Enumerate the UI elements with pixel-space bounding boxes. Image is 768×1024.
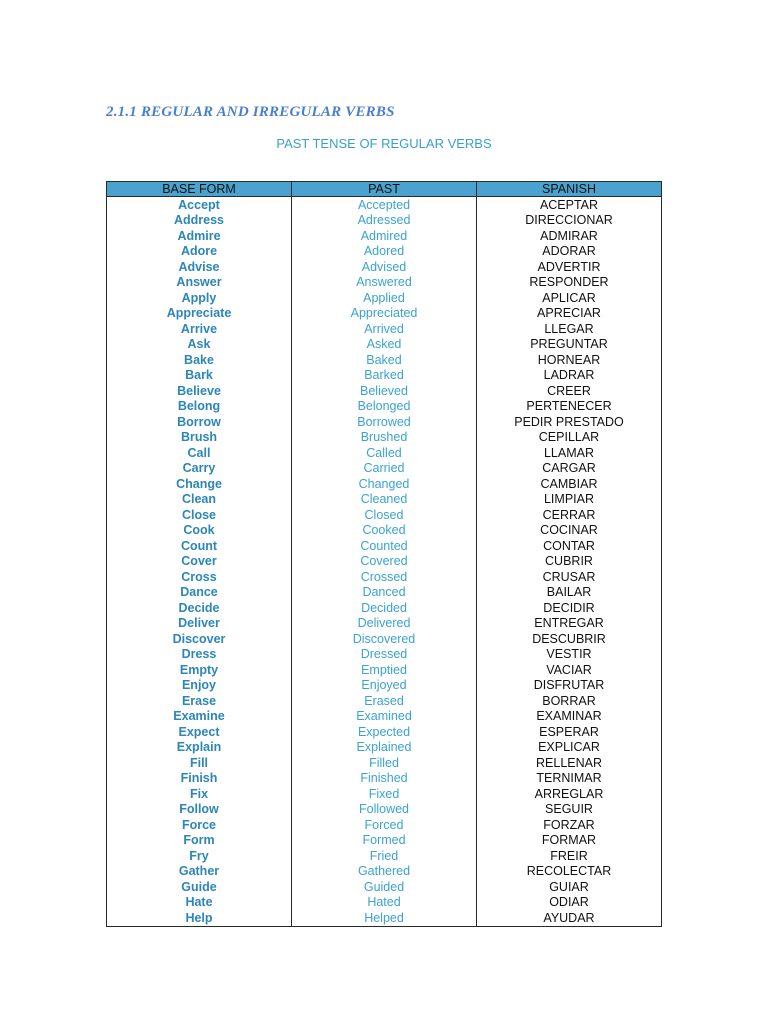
past-cell: Formed: [292, 833, 477, 849]
base-form-cell: Clean: [107, 492, 292, 508]
table-row: [107, 554, 662, 570]
spanish-cell: SEGUIR: [477, 802, 662, 818]
spanish-cell: LIMPIAR: [477, 492, 662, 508]
base-form-cell: Gather: [107, 864, 292, 880]
spanish-cell: RECOLECTAR: [477, 864, 662, 880]
table-row: [107, 895, 662, 911]
table-row: [107, 352, 662, 368]
past-cell: Barked: [292, 368, 477, 384]
past-cell: Fried: [292, 848, 477, 864]
past-cell: Forced: [292, 817, 477, 833]
table-row: [107, 755, 662, 771]
base-form-cell: Accept: [107, 197, 292, 213]
base-form-cell: Admire: [107, 228, 292, 244]
past-cell: Cooked: [292, 523, 477, 539]
past-cell: Counted: [292, 538, 477, 554]
spanish-cell: DISFRUTAR: [477, 678, 662, 694]
verb-table: [106, 181, 662, 927]
base-form-cell: Cook: [107, 523, 292, 539]
past-cell: Erased: [292, 693, 477, 709]
table-row: [107, 647, 662, 663]
spanish-cell: PERTENECER: [477, 399, 662, 415]
spanish-cell: LLAMAR: [477, 445, 662, 461]
spanish-cell: DIRECCIONAR: [477, 213, 662, 229]
base-form-cell: Believe: [107, 383, 292, 399]
table-row: [107, 709, 662, 725]
table-row: [107, 383, 662, 399]
past-cell: Arrived: [292, 321, 477, 337]
past-cell: Borrowed: [292, 414, 477, 430]
base-form-cell: Belong: [107, 399, 292, 415]
table-row: [107, 476, 662, 492]
past-cell: Asked: [292, 337, 477, 353]
base-form-cell: Explain: [107, 740, 292, 756]
base-form-cell: Hate: [107, 895, 292, 911]
spanish-cell: APRECIAR: [477, 306, 662, 322]
base-form-cell: Fix: [107, 786, 292, 802]
past-cell: Accepted: [292, 197, 477, 213]
table-row: [107, 616, 662, 632]
spanish-cell: ADVERTIR: [477, 259, 662, 275]
spanish-cell: ACEPTAR: [477, 197, 662, 213]
spanish-cell: ADORAR: [477, 244, 662, 260]
base-form-cell: Empty: [107, 662, 292, 678]
base-form-cell: Borrow: [107, 414, 292, 430]
past-cell: Examined: [292, 709, 477, 725]
base-form-cell: Brush: [107, 430, 292, 446]
spanish-cell: ESPERAR: [477, 724, 662, 740]
spanish-cell: DESCUBRIR: [477, 631, 662, 647]
table-row: [107, 910, 662, 926]
spanish-cell: DECIDIR: [477, 600, 662, 616]
base-form-cell: Close: [107, 507, 292, 523]
table-row: [107, 585, 662, 601]
spanish-cell: ODIAR: [477, 895, 662, 911]
past-cell: Carried: [292, 461, 477, 477]
table-row: [107, 631, 662, 647]
base-form-cell: Follow: [107, 802, 292, 818]
spanish-cell: CONTAR: [477, 538, 662, 554]
base-form-cell: Expect: [107, 724, 292, 740]
spanish-cell: BAILAR: [477, 585, 662, 601]
table-row: [107, 569, 662, 585]
past-cell: Adressed: [292, 213, 477, 229]
spanish-cell: ARREGLAR: [477, 786, 662, 802]
base-form-cell: Guide: [107, 879, 292, 895]
table-row: [107, 507, 662, 523]
base-form-cell: Change: [107, 476, 292, 492]
table-row: [107, 430, 662, 446]
past-cell: Gathered: [292, 864, 477, 880]
table-row: [107, 678, 662, 694]
spanish-cell: APLICAR: [477, 290, 662, 306]
past-cell: Delivered: [292, 616, 477, 632]
base-form-cell: Force: [107, 817, 292, 833]
past-cell: Helped: [292, 910, 477, 926]
base-form-cell: Apply: [107, 290, 292, 306]
past-cell: Crossed: [292, 569, 477, 585]
spanish-cell: CUBRIR: [477, 554, 662, 570]
past-cell: Explained: [292, 740, 477, 756]
spanish-cell: LLEGAR: [477, 321, 662, 337]
spanish-cell: PEDIR PRESTADO: [477, 414, 662, 430]
past-cell: Changed: [292, 476, 477, 492]
past-cell: Brushed: [292, 430, 477, 446]
spanish-cell: EXPLICAR: [477, 740, 662, 756]
past-cell: Hated: [292, 895, 477, 911]
spanish-cell: BORRAR: [477, 693, 662, 709]
spanish-cell: CAMBIAR: [477, 476, 662, 492]
past-cell: Danced: [292, 585, 477, 601]
table-row: [107, 864, 662, 880]
table-row: [107, 337, 662, 353]
past-cell: Advised: [292, 259, 477, 275]
base-form-cell: Erase: [107, 693, 292, 709]
spanish-cell: FORMAR: [477, 833, 662, 849]
table-row: [107, 445, 662, 461]
table-row: [107, 228, 662, 244]
base-form-cell: Bark: [107, 368, 292, 384]
table-row: [107, 368, 662, 384]
spanish-cell: COCINAR: [477, 523, 662, 539]
table-row: [107, 662, 662, 678]
base-form-cell: Help: [107, 910, 292, 926]
base-form-cell: Decide: [107, 600, 292, 616]
spanish-cell: GUIAR: [477, 879, 662, 895]
table-row: [107, 414, 662, 430]
base-form-cell: Enjoy: [107, 678, 292, 694]
base-form-cell: Carry: [107, 461, 292, 477]
spanish-cell: CARGAR: [477, 461, 662, 477]
table-row: [107, 817, 662, 833]
past-cell: Closed: [292, 507, 477, 523]
base-form-cell: Appreciate: [107, 306, 292, 322]
table-row: [107, 492, 662, 508]
past-cell: Guided: [292, 879, 477, 895]
base-form-cell: Call: [107, 445, 292, 461]
spanish-cell: CREER: [477, 383, 662, 399]
spanish-cell: LADRAR: [477, 368, 662, 384]
past-cell: Applied: [292, 290, 477, 306]
past-cell: Belonged: [292, 399, 477, 415]
past-cell: Answered: [292, 275, 477, 291]
table-row: [107, 802, 662, 818]
table-row: [107, 275, 662, 291]
verb-table-body: [107, 197, 662, 927]
base-form-cell: Address: [107, 213, 292, 229]
table-row: [107, 740, 662, 756]
base-form-cell: Dance: [107, 585, 292, 601]
table-row: [107, 290, 662, 306]
column-header-past: PAST: [292, 182, 477, 197]
table-row: [107, 523, 662, 539]
spanish-cell: EXAMINAR: [477, 709, 662, 725]
table-row: [107, 197, 662, 213]
past-cell: Expected: [292, 724, 477, 740]
past-cell: Believed: [292, 383, 477, 399]
base-form-cell: Count: [107, 538, 292, 554]
table-row: [107, 724, 662, 740]
past-cell: Called: [292, 445, 477, 461]
table-row: [107, 321, 662, 337]
past-cell: Finished: [292, 771, 477, 787]
past-cell: Enjoyed: [292, 678, 477, 694]
spanish-cell: PREGUNTAR: [477, 337, 662, 353]
past-cell: Baked: [292, 352, 477, 368]
past-cell: Filled: [292, 755, 477, 771]
base-form-cell: Examine: [107, 709, 292, 725]
spanish-cell: RESPONDER: [477, 275, 662, 291]
table-row: [107, 244, 662, 260]
spanish-cell: RELLENAR: [477, 755, 662, 771]
spanish-cell: CRUSAR: [477, 569, 662, 585]
spanish-cell: AYUDAR: [477, 910, 662, 926]
spanish-cell: TERNIMAR: [477, 771, 662, 787]
past-cell: Cleaned: [292, 492, 477, 508]
base-form-cell: Form: [107, 833, 292, 849]
base-form-cell: Ask: [107, 337, 292, 353]
base-form-cell: Advise: [107, 259, 292, 275]
base-form-cell: Cross: [107, 569, 292, 585]
base-form-cell: Answer: [107, 275, 292, 291]
section-heading: 2.1.1 REGULAR AND IRREGULAR VERBS: [106, 104, 395, 120]
column-header-spanish: SPANISH: [477, 182, 662, 197]
base-form-cell: Fill: [107, 755, 292, 771]
past-cell: Followed: [292, 802, 477, 818]
table-row: [107, 213, 662, 229]
spanish-cell: FREIR: [477, 848, 662, 864]
base-form-cell: Dress: [107, 647, 292, 663]
table-row: [107, 833, 662, 849]
table-header-row: [107, 182, 662, 197]
table-row: [107, 879, 662, 895]
base-form-cell: Discover: [107, 631, 292, 647]
table-row: [107, 306, 662, 322]
table-row: [107, 693, 662, 709]
table-row: [107, 771, 662, 787]
table-row: [107, 786, 662, 802]
past-cell: Discovered: [292, 631, 477, 647]
base-form-cell: Cover: [107, 554, 292, 570]
table-row: [107, 399, 662, 415]
table-row: [107, 848, 662, 864]
base-form-cell: Adore: [107, 244, 292, 260]
base-form-cell: Fry: [107, 848, 292, 864]
spanish-cell: VESTIR: [477, 647, 662, 663]
past-cell: Decided: [292, 600, 477, 616]
spanish-cell: CEPILLAR: [477, 430, 662, 446]
past-cell: Emptied: [292, 662, 477, 678]
table-row: [107, 461, 662, 477]
spanish-cell: CERRAR: [477, 507, 662, 523]
base-form-cell: Arrive: [107, 321, 292, 337]
base-form-cell: Finish: [107, 771, 292, 787]
past-cell: Dressed: [292, 647, 477, 663]
past-cell: Admired: [292, 228, 477, 244]
past-cell: Fixed: [292, 786, 477, 802]
spanish-cell: HORNEAR: [477, 352, 662, 368]
base-form-cell: Bake: [107, 352, 292, 368]
spanish-cell: FORZAR: [477, 817, 662, 833]
past-cell: Appreciated: [292, 306, 477, 322]
past-cell: Covered: [292, 554, 477, 570]
base-form-cell: Deliver: [107, 616, 292, 632]
table-row: [107, 538, 662, 554]
past-cell: Adored: [292, 244, 477, 260]
table-row: [107, 259, 662, 275]
column-header-base-form: BASE FORM: [107, 182, 292, 197]
table-row: [107, 600, 662, 616]
spanish-cell: ADMIRAR: [477, 228, 662, 244]
spanish-cell: ENTREGAR: [477, 616, 662, 632]
table-title: PAST TENSE OF REGULAR VERBS: [276, 136, 492, 151]
spanish-cell: VACIAR: [477, 662, 662, 678]
